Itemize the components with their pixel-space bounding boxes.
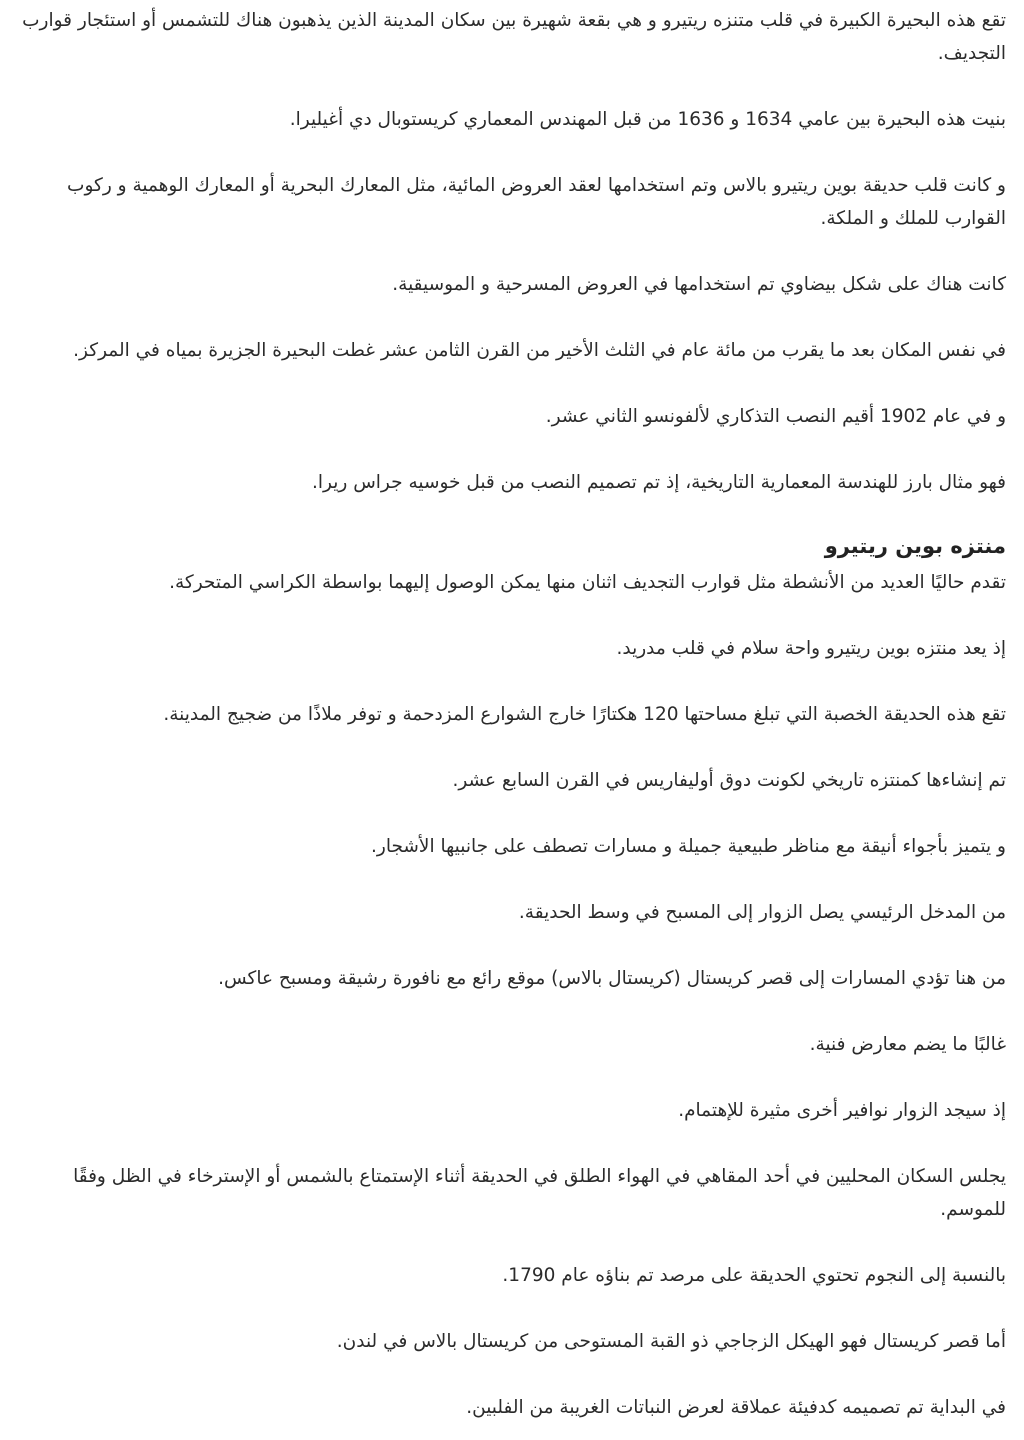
section-heading: منتزه بوين ريتيرو xyxy=(824,534,1006,558)
paragraph: تقع هذه البحيرة الكبيرة في قلب متنزه ريتيرو و هي بقعة شهيرة بين سكان المدينة الذين يذهبون هناك للتشمس أو استئجار قوارب التجديف. xyxy=(22,10,1006,64)
paragraph: تم إنشاءها كمنتزه تاريخي لكونت دوق أوليفاريس في القرن السابع عشر. xyxy=(452,770,1006,791)
paragraph: تقع هذه الحديقة الخصبة التي تبلغ مساحتها 120 هكتارًا خارج الشوارع المزدحمة و توفر ملاذًا من ضجيج المدينة. xyxy=(163,704,1006,725)
paragraph: بالنسبة إلى النجوم تحتوي الحديقة على مرصد تم بناؤه عام 1790. xyxy=(502,1265,1006,1286)
paragraph: كانت هناك على شكل بيضاوي تم استخدامها في العروض المسرحية و الموسيقية. xyxy=(392,274,1006,295)
paragraph: تقدم حاليًا العديد من الأنشطة مثل قوارب التجديف اثنان منها يمكن الوصول إليهما بواسطة الكراسي المتحركة. xyxy=(169,572,1006,593)
paragraph: و في عام 1902 أقيم النصب التذكاري لألفونسو الثاني عشر. xyxy=(545,406,1006,427)
paragraph: في نفس المكان بعد ما يقرب من مائة عام في الثلث الأخير من القرن الثامن عشر غطت البحيرة الجزيرة بمياه في المركز. xyxy=(73,340,1006,361)
paragraph: فهو مثال بارز للهندسة المعمارية التاريخية، إذ تم تصميم النصب من قبل خوسيه جراس ريرا. xyxy=(312,472,1006,493)
paragraph: إذ سيجد الزوار نوافير أخرى مثيرة للإهتمام. xyxy=(678,1100,1006,1121)
paragraph: بنيت هذه البحيرة بين عامي 1634 و 1636 من قبل المهندس المعماري كريستوبال دي أغيليرا. xyxy=(289,109,1006,130)
paragraph: أما قصر كريستال فهو الهيكل الزجاجي ذو القبة المستوحى من كريستال بالاس في لندن. xyxy=(336,1331,1006,1352)
paragraph: غالبًا ما يضم معارض فنية. xyxy=(809,1034,1006,1055)
paragraph: و يتميز بأجواء أنيقة مع مناظر طبيعية جميلة و مسارات تصطف على جانبيها الأشجار. xyxy=(371,836,1006,857)
paragraph: من هنا تؤدي المسارات إلى قصر كريستال (كريستال بالاس) موقع رائع مع نافورة رشيقة ومسبح عاكس. xyxy=(218,968,1006,989)
paragraph: في البداية تم تصميمه كدفيئة عملاقة لعرض النباتات الغريبة من الفلبين. xyxy=(466,1397,1006,1418)
paragraph: إذ يعد منتزه بوين ريتيرو واحة سلام في قلب مدريد. xyxy=(616,638,1006,659)
paragraph: و كانت قلب حديقة بوين ريتيرو بالاس وتم استخدامها لعقد العروض المائية، مثل المعارك البحرية أو المعارك الوهمية و ركوب القوارب للملك و الملكة. xyxy=(67,175,1006,229)
paragraph: من المدخل الرئيسي يصل الزوار إلى المسبح في وسط الحديقة. xyxy=(518,902,1006,923)
paragraph: يجلس السكان المحليين في أحد المقاهي في الهواء الطلق في الحديقة أثناء الإستمتاع بالشمس أو الإسترخاء في الظل وفقًا للموسم. xyxy=(73,1166,1006,1220)
